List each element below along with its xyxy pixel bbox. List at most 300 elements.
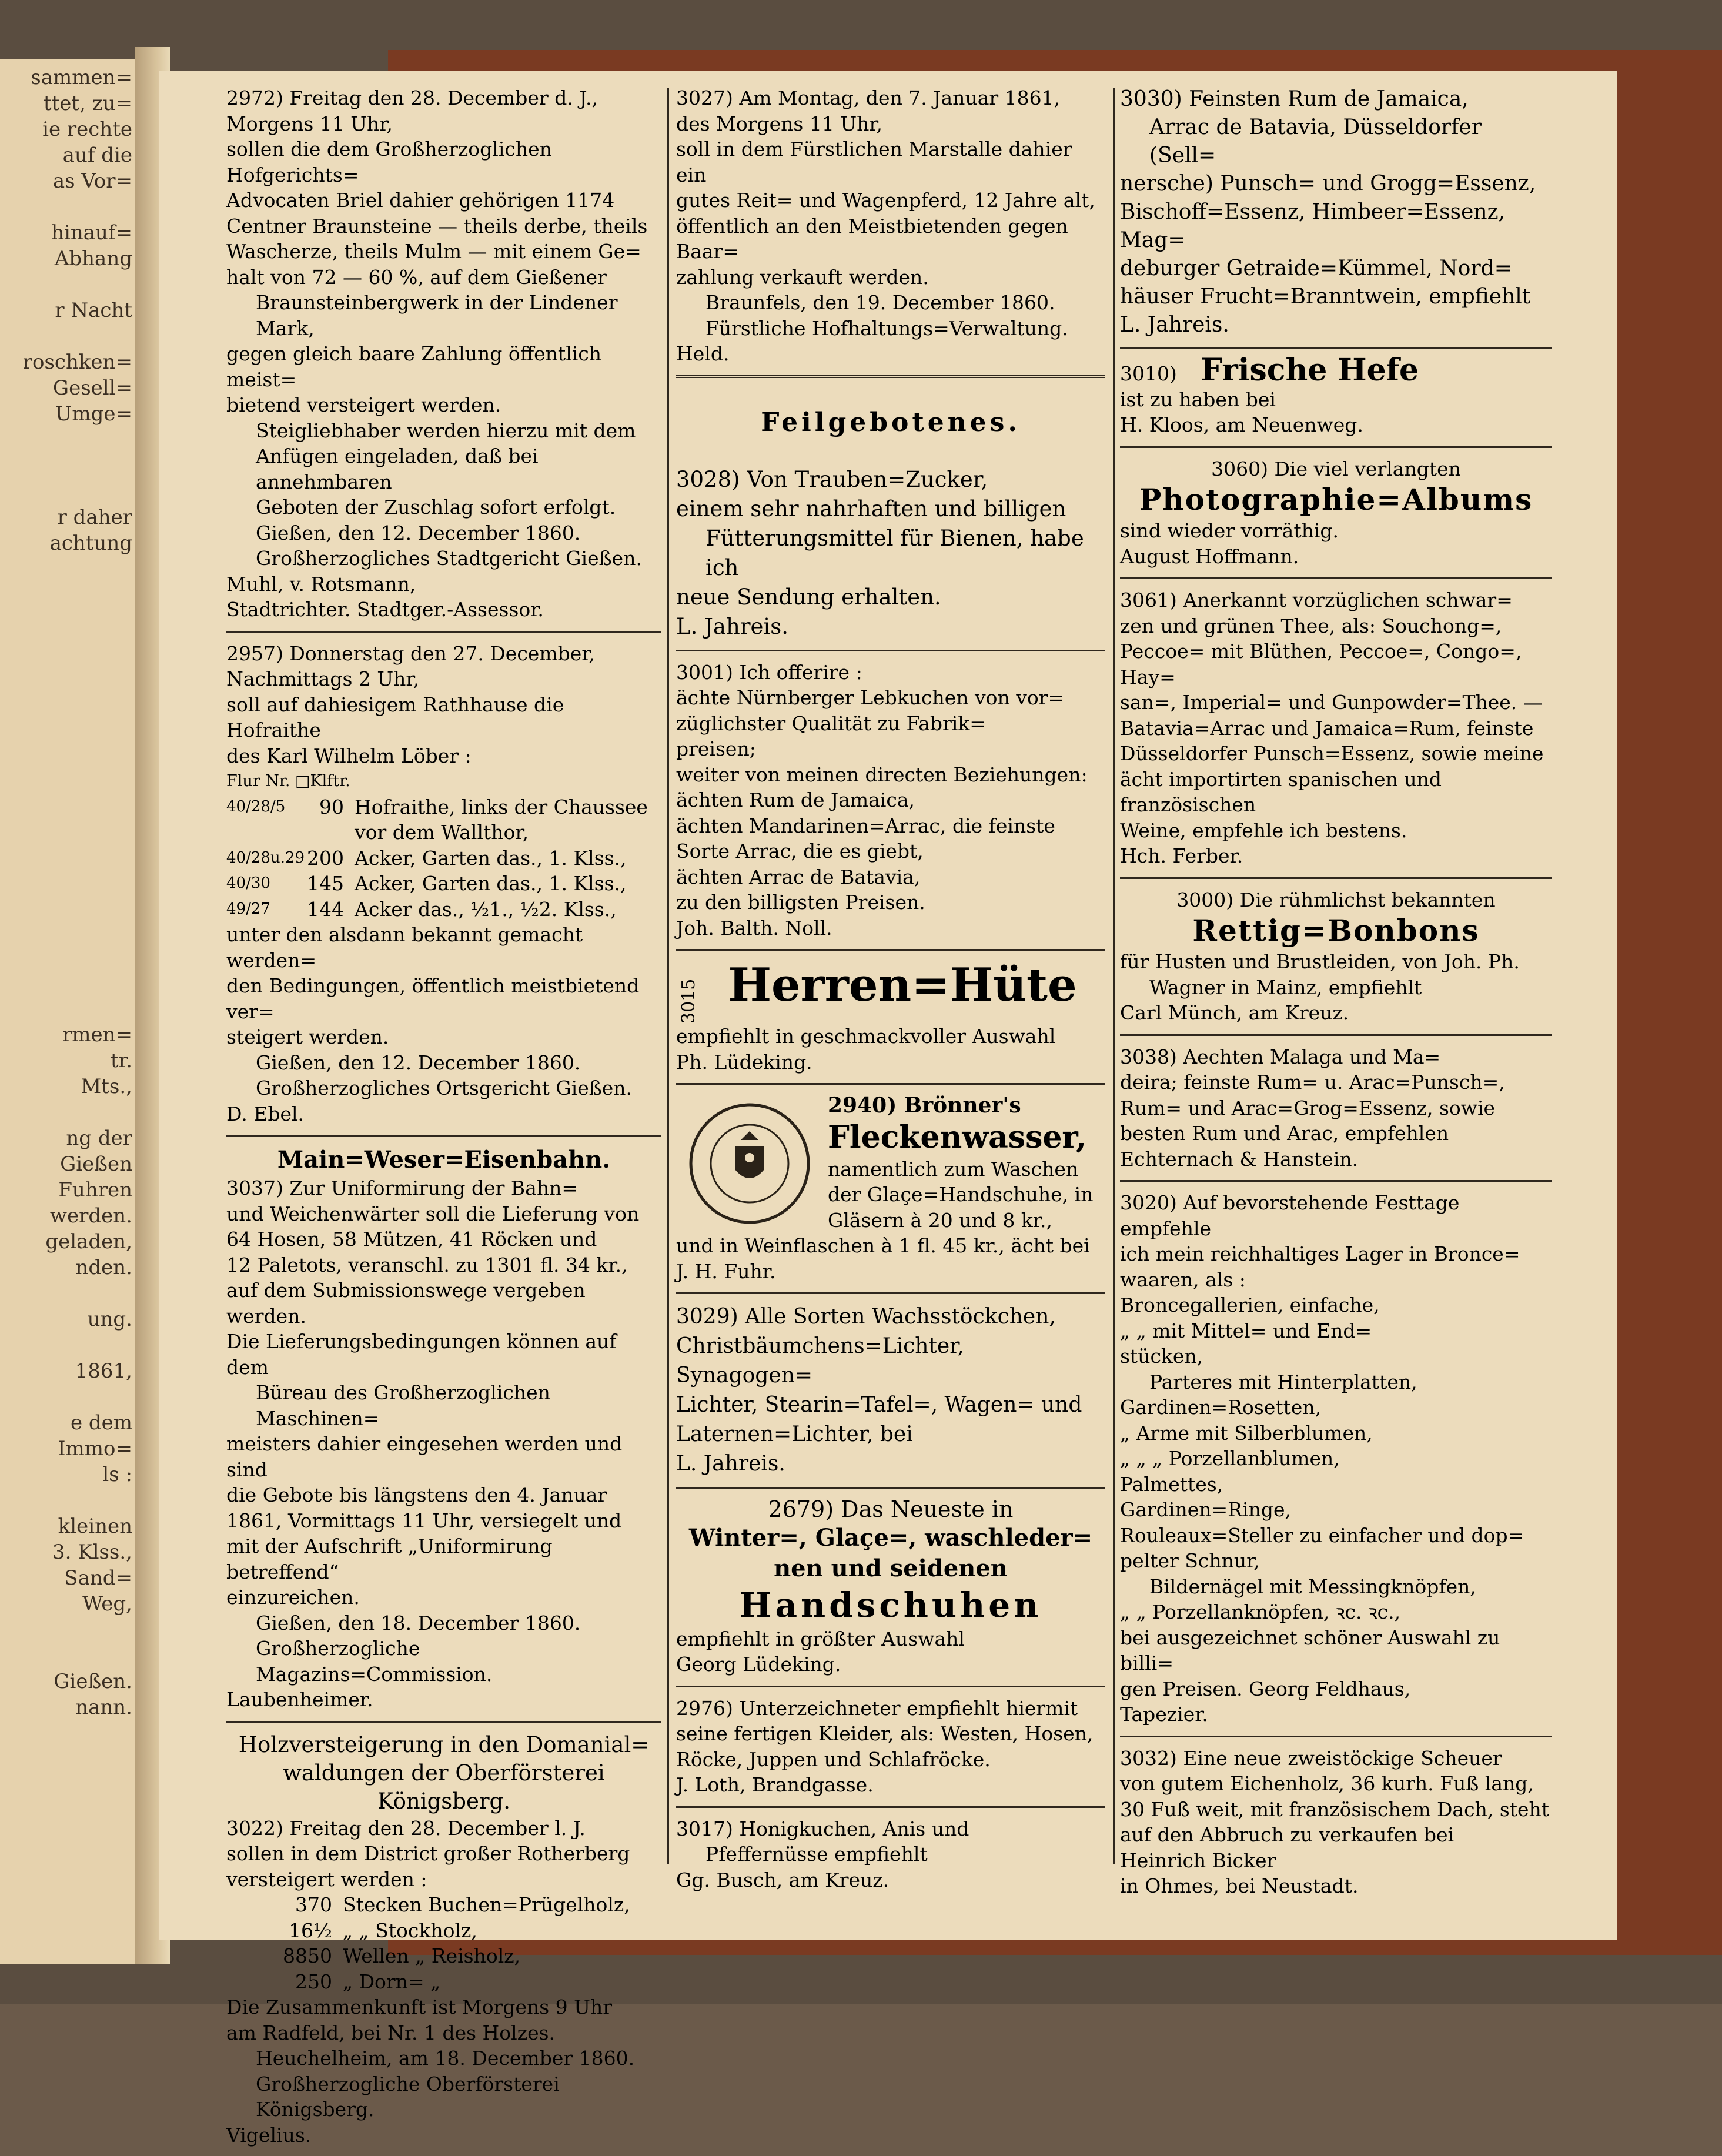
text-line: Carl Münch, am Kreuz. xyxy=(1120,1001,1349,1024)
prev-page-line xyxy=(0,323,132,349)
text-line: Muhl, v. Rotsmann, xyxy=(226,572,416,596)
text-line: „ „ „ Porzellanblumen, xyxy=(1120,1447,1340,1470)
text-line: Laternen=Lichter, bei xyxy=(676,1422,913,1446)
prev-page-line xyxy=(0,944,132,970)
prev-page-line: 3. Klss., xyxy=(52,1540,132,1564)
text-line: 3032) Eine neue zweistöckige Scheuer xyxy=(1120,1746,1502,1770)
text-line: Stadtrichter. Stadtger.-Assessor. xyxy=(226,598,544,621)
separator xyxy=(676,1083,1105,1085)
text-line: Joh. Balth. Noll. xyxy=(676,916,832,940)
text-line: weiter von meinen directen Beziehungen: xyxy=(676,763,1088,786)
ad-3029 xyxy=(676,1302,1105,1479)
column-3 xyxy=(1120,85,1552,1907)
column-1 xyxy=(226,85,661,2156)
lot-parcel: 40/28/5 xyxy=(226,797,286,815)
text-line: Peccoe= mit Blüthen, Peccoe=, Congo=, Hay= xyxy=(1120,640,1522,688)
prev-page-line: hinauf= xyxy=(51,221,132,245)
text-line: der Glaçe=Handschuhe, in xyxy=(828,1183,1094,1206)
ad-3020 xyxy=(1120,1190,1552,1727)
text-line: zen und grünen Thee, als: Souchong=, xyxy=(1120,614,1502,637)
lot-description: Acker, Garten das., 1. Klss., xyxy=(355,872,627,895)
lot-parcel: 40/30 xyxy=(226,874,270,892)
text-line: Weine, empfehle ich bestens. xyxy=(1120,818,1407,842)
prev-page-line xyxy=(0,1099,132,1125)
previous-page-text xyxy=(0,65,132,1720)
prev-page-line xyxy=(0,996,132,1022)
lot-parcel: 49/27 xyxy=(226,900,270,918)
text-line: Holzversteigerung in den Domanial= xyxy=(238,1732,650,1757)
separator xyxy=(226,1135,661,1137)
prev-page-line xyxy=(0,1332,132,1358)
text-line: August Hoffmann. xyxy=(1120,544,1299,568)
text-line: einem sehr nahrhaften und billigen xyxy=(676,496,1066,522)
text-line: versteigert werden : xyxy=(226,1867,427,1891)
ad-3010 xyxy=(1120,352,1552,438)
separator xyxy=(676,1487,1105,1489)
separator xyxy=(676,949,1105,951)
ad-2940-head: 2940) Brönner's xyxy=(828,1093,1021,1118)
text-line: die Gebote bis längstens den 4. Januar xyxy=(226,1483,607,1506)
text-line: 12 Paletots, veranschl. zu 1301 fl. 34 kr., xyxy=(226,1253,628,1276)
ad-3037-title: Main=Weser=Eisenbahn. xyxy=(277,1146,611,1174)
text-line: sollen in dem District großer Rotherberg xyxy=(226,1842,630,1865)
text-line: deira; feinste Rum= u. Arac=Punsch=, xyxy=(1120,1071,1505,1094)
prev-page-line xyxy=(0,841,132,867)
text-line: ist zu haben bei xyxy=(1120,387,1276,411)
text-line: Laubenheimer. xyxy=(226,1688,373,1711)
lot-number: 16½ xyxy=(289,1918,332,1942)
separator xyxy=(676,650,1105,651)
prev-page-line: nann. xyxy=(75,1696,132,1719)
separator xyxy=(1120,877,1552,879)
prev-page-line: Weg, xyxy=(82,1592,132,1616)
ad-3060 xyxy=(1120,456,1552,570)
text-line: Großherzogliches Ortsgericht Gießen. xyxy=(256,1077,633,1099)
lot-row xyxy=(226,1943,661,1969)
text-line: Bischoff=Essenz, Himbeer=Essenz, Mag= xyxy=(1120,200,1505,252)
ad-2972-text xyxy=(226,85,661,623)
text-line: öffentlich an den Meistbietenden gegen Baar= xyxy=(676,214,1068,263)
prev-page-line xyxy=(0,272,132,298)
text-line: Ph. Lüdeking. xyxy=(676,1050,812,1074)
text-line: Rum= und Arac=Grog=Essenz, sowie xyxy=(1120,1096,1496,1119)
prev-page-line xyxy=(0,608,132,634)
text-line: ächten Mandarinen=Arrac, die feinste xyxy=(676,814,1055,837)
prev-page-line xyxy=(0,1488,132,1513)
text-line: Gießen, den 12. December 1860. xyxy=(256,1051,581,1074)
text-line: stücken, xyxy=(1120,1345,1203,1368)
prev-page-line: ttet, zu= xyxy=(43,92,132,115)
prev-page-line: geladen, xyxy=(45,1230,132,1254)
wood-lots xyxy=(226,1892,661,1994)
ad-3030 xyxy=(1120,85,1552,339)
bronner-seal-emblem xyxy=(682,1099,817,1228)
text-line: Batavia=Arrac und Jamaica=Rum, feinste xyxy=(1120,716,1534,740)
text-line: 3028) Von Trauben=Zucker, xyxy=(676,466,988,492)
separator xyxy=(676,1292,1105,1294)
text-line: Broncegallerien, einfache, xyxy=(1120,1293,1380,1316)
lot-table xyxy=(226,794,661,922)
text-line: ächt importirten spanischen und französischen xyxy=(1120,767,1442,816)
text-line: des Morgens 11 Uhr, xyxy=(676,112,883,135)
text-line: auf den Abbruch zu verkaufen bei xyxy=(1120,1823,1454,1846)
lot-number: 145 xyxy=(307,872,344,895)
double-separator xyxy=(676,375,1105,380)
text-line: Düsseldorfer Punsch=Essenz, sowie meine xyxy=(1120,742,1544,765)
text-line: Die Lieferungsbedingungen können auf dem xyxy=(226,1330,617,1379)
text-line: Steigliebhaber werden hierzu mit dem xyxy=(256,419,636,442)
ad-3001-text xyxy=(676,660,1105,941)
ad-3010-number: 3010) xyxy=(1120,362,1177,385)
ad-3015-text xyxy=(676,1024,1105,1075)
text-line: 3022) Freitag den 28. December l. J. xyxy=(226,1816,586,1840)
text-line: Büreau des Großherzoglichen Maschinen= xyxy=(256,1381,550,1430)
lot-description: Acker, Garten das., 1. Klss., xyxy=(355,846,627,870)
lot-description: Wellen „ Reisholz, xyxy=(343,1944,521,1967)
text-line: sollen die dem Großherzoglichen Hofgerichts= xyxy=(226,138,552,186)
text-line: Fürstliche Hofhaltungs=Verwaltung. xyxy=(705,316,1068,340)
text-line: ächten Arrac de Batavia, xyxy=(676,865,921,888)
text-line: Heuchelheim, am 18. December 1860. xyxy=(256,2047,635,2070)
prev-page-line xyxy=(0,634,132,660)
text-line: steigert werden. xyxy=(226,1025,389,1048)
column-rule-2 xyxy=(1113,88,1115,1864)
prev-page-line: werden. xyxy=(49,1204,132,1228)
text-line: Die Zusammenkunft ist Morgens 9 Uhr xyxy=(226,1995,612,2018)
ad-3022 xyxy=(226,1731,661,2148)
ad-3061 xyxy=(1120,587,1552,869)
ad-3022-outro xyxy=(226,1994,661,2148)
prev-page-line xyxy=(0,479,132,504)
prev-page-line: as Vor= xyxy=(52,169,132,193)
text-line: Gg. Busch, am Kreuz. xyxy=(676,1868,890,1891)
text-line: Gießen, den 18. December 1860. xyxy=(256,1611,581,1634)
prev-page-line: r daher xyxy=(57,506,132,529)
ad-3010-text xyxy=(1120,387,1552,438)
ad-2940 xyxy=(676,1093,1105,1284)
separator xyxy=(226,1721,661,1723)
text-line: Wascherze, theils Mulm — mit einem Ge= xyxy=(226,240,641,263)
text-line: und Weichenwärter soll die Lieferung von xyxy=(226,1202,640,1225)
ad-3022-intro xyxy=(226,1816,661,1893)
text-line: waldungen der Oberförsterei xyxy=(283,1760,605,1786)
lot-row xyxy=(226,1918,661,1944)
lot-row xyxy=(226,897,661,922)
text-line: meisters dahier eingesehen werden und sind xyxy=(226,1432,623,1481)
text-line: 64 Hosen, 58 Mützen, 41 Röcken und xyxy=(226,1228,597,1251)
text-line: Großherzogliche Oberförsterei Königsberg. xyxy=(256,2072,560,2121)
prev-page-line xyxy=(0,711,132,737)
text-line: Palmettes, xyxy=(1120,1472,1223,1496)
lot-table-header: Flur Nr. □Klftr. xyxy=(226,772,350,790)
text-line: D. Ebel. xyxy=(226,1102,305,1125)
prev-page-line: sammen= xyxy=(31,66,132,89)
text-line: 2972) Freitag den 28. December d. J., xyxy=(226,86,598,109)
prev-page-line: Gießen. xyxy=(54,1670,132,1693)
prev-page-line: ie rechte xyxy=(42,118,132,141)
text-line: soll auf dahiesigem Rathhause die Hofraithe xyxy=(226,693,564,741)
prev-page-line: 1861, xyxy=(75,1359,132,1383)
prev-page-line: Gießen xyxy=(60,1152,132,1176)
separator xyxy=(1120,1034,1552,1036)
prev-page-line: Mts., xyxy=(81,1075,132,1098)
lot-number: 144 xyxy=(307,897,344,921)
text-line: 3017) Honigkuchen, Anis und xyxy=(676,1817,969,1840)
prev-page-line xyxy=(0,427,132,453)
text-line: mit der Aufschrift „Uniformirung betreffend“ xyxy=(226,1535,553,1583)
section-title: Feilgebotenes. xyxy=(761,407,1021,437)
text-line: bietend versteigert werden. xyxy=(226,393,501,416)
text-line: Gläsern à 20 und 8 kr., xyxy=(828,1208,1052,1232)
prev-page-line: Immo= xyxy=(58,1437,132,1460)
separator xyxy=(1120,577,1552,579)
prev-page-line xyxy=(0,582,132,608)
separator xyxy=(676,1806,1105,1808)
ad-3015-title: Herren=Hüte xyxy=(728,958,1077,1012)
prev-page-line xyxy=(0,1384,132,1410)
lot-description: Hofraithe, links der Chaussee vor dem Wallthor, xyxy=(355,795,648,844)
prev-page-line xyxy=(0,763,132,789)
prev-page-line: Sand= xyxy=(64,1566,132,1590)
text-line: Vigelius. xyxy=(226,2123,312,2147)
lot-row xyxy=(226,871,661,897)
lot-number: 200 xyxy=(307,846,344,870)
text-line: Nachmittags 2 Uhr, xyxy=(226,667,420,690)
text-line: auf dem Submissionswege vergeben werden. xyxy=(226,1279,586,1328)
text-line: Gießen, den 12. December 1860. xyxy=(256,521,581,544)
text-line: Braunsteinbergwerk in der Lindener Mark, xyxy=(256,291,618,340)
ad-3028 xyxy=(676,465,1105,641)
text-line: züglichster Qualität zu Fabrik= xyxy=(676,711,986,735)
prev-page-line: ung. xyxy=(87,1308,132,1331)
ad-3028-text xyxy=(676,465,1105,641)
text-line: Großherzogliche Magazins=Commission. xyxy=(256,1637,493,1686)
ad-3027 xyxy=(676,85,1105,367)
ad-2679-big: Handschuhen xyxy=(739,1585,1042,1625)
prev-page-line xyxy=(0,789,132,815)
lot-description: Acker das., ½1., ½2. Klss., xyxy=(355,897,617,921)
text-line: unter den alsdann bekannt gemacht werden= xyxy=(226,923,583,972)
prev-page-line xyxy=(0,867,132,893)
text-line: häuser Frucht=Branntwein, empfiehlt xyxy=(1120,285,1531,309)
text-line: Königsberg. xyxy=(377,1788,510,1814)
lot-number: 8850 xyxy=(283,1944,332,1967)
ad-2972 xyxy=(226,85,661,623)
prev-page-line: r Nacht xyxy=(55,299,132,322)
prev-page-line xyxy=(0,893,132,918)
text-line: Lichter, Stearin=Tafel=, Wagen= und xyxy=(676,1393,1082,1417)
text-line: 1861, Vormittags 11 Uhr, versiegelt und xyxy=(226,1509,622,1532)
ad-2679-title xyxy=(676,1523,1105,1584)
text-line: ich mein reichhaltiges Lager in Bronce= xyxy=(1120,1242,1520,1265)
text-line: einzureichen. xyxy=(226,1586,360,1609)
ad-3032-text xyxy=(1120,1746,1552,1899)
ad-3060-title: Photographie=Albums xyxy=(1139,482,1533,517)
prev-page-line xyxy=(0,815,132,841)
prev-page-line: ls : xyxy=(102,1463,132,1486)
text-line: Wagner in Mainz, empfiehlt xyxy=(1149,975,1422,999)
ad-2957-outro xyxy=(226,922,661,1127)
text-line: Parteres mit Hinterplatten, xyxy=(1149,1370,1417,1393)
separator xyxy=(1120,1180,1552,1182)
lot-row xyxy=(226,794,661,845)
separator xyxy=(676,1686,1105,1687)
ad-2940-title: Fleckenwasser, xyxy=(828,1119,1087,1155)
prev-page-line: nden. xyxy=(75,1256,132,1279)
prev-page-line xyxy=(0,1617,132,1643)
text-line: gen Preisen. Georg Feldhaus, xyxy=(1120,1677,1411,1700)
text-line: Großherzogliches Stadtgericht Gießen. xyxy=(256,547,642,570)
text-line: empfiehlt in größter Auswahl xyxy=(676,1627,965,1650)
text-line: ächte Nürnberger Lebkuchen von vor= xyxy=(676,686,1065,709)
prev-page-line xyxy=(0,737,132,763)
text-line: Tapezier. xyxy=(1120,1703,1208,1726)
column-2 xyxy=(676,85,1105,1901)
text-line: Sorte Arrac, die es giebt, xyxy=(676,840,924,863)
text-line: 3020) Auf bevorstehende Festtage empfehle xyxy=(1120,1191,1460,1240)
ad-3060-text xyxy=(1120,518,1552,569)
text-line: Arrac de Batavia, Düsseldorfer (Sell= xyxy=(1149,115,1482,168)
prev-page-line: Umge= xyxy=(55,402,132,426)
text-line: zahlung verkauft werden. xyxy=(676,265,929,289)
prev-page-line: ng der xyxy=(66,1127,132,1150)
lot-description: Stecken Buchen=Prügelholz, xyxy=(343,1893,630,1916)
text-line: Braunfels, den 19. December 1860. xyxy=(705,291,1055,314)
separator xyxy=(226,631,661,633)
text-line: und in Weinflaschen à 1 fl. 45 kr., ächt bei xyxy=(676,1234,1090,1257)
ad-3017-text xyxy=(676,1816,1105,1893)
ad-2679-text xyxy=(676,1626,1105,1677)
ad-2957-intro xyxy=(226,641,661,769)
ad-2976-text xyxy=(676,1696,1105,1798)
ad-3000-title: Rettig=Bonbons xyxy=(1192,913,1480,948)
text-line: neue Sendung erhalten. xyxy=(676,584,941,610)
prev-page-line: Fuhren xyxy=(58,1178,132,1202)
text-line: Geboten der Zuschlag sofort erfolgt. xyxy=(256,496,616,519)
text-line: nersche) Punsch= und Grogg=Essenz, xyxy=(1120,172,1536,196)
text-line: Centner Braunsteine — theils derbe, theils xyxy=(226,214,648,238)
text-line: Rouleaux=Steller zu einfacher und dop= xyxy=(1120,1523,1524,1547)
text-line: L. Jahreis. xyxy=(1120,313,1229,337)
lot-row xyxy=(226,1969,661,1995)
text-line: bei ausgezeichnet schöner Auswahl zu billi= xyxy=(1120,1626,1500,1674)
text-line: Fütterungsmittel für Bienen, habe ich xyxy=(705,525,1084,580)
prev-page-line: rmen= xyxy=(62,1023,132,1047)
text-line: Anfügen eingeladen, daß bei annehmbaren xyxy=(256,444,539,493)
text-line: Advocaten Briel dahier gehörigen 1174 xyxy=(226,189,615,212)
text-line: „ „ mit Mittel= und End= xyxy=(1120,1319,1372,1342)
ad-3061-text xyxy=(1120,587,1552,869)
text-line: Röcke, Juppen und Schlafröcke. xyxy=(676,1747,991,1771)
text-line: 2957) Donnerstag den 27. December, xyxy=(226,641,595,665)
text-line: L. Jahreis. xyxy=(676,1452,785,1476)
text-line: deburger Getraide=Kümmel, Nord= xyxy=(1120,256,1512,280)
prev-page-line: roschken= xyxy=(22,350,132,374)
ad-3015-number: 3015 xyxy=(678,978,699,1024)
ad-2957 xyxy=(226,641,661,1127)
text-line: Gardinen=Ringe, xyxy=(1120,1498,1291,1521)
lot-parcel: 40/28u.29 xyxy=(226,848,305,867)
text-line: Christbäumchens=Lichter, Synagogen= xyxy=(676,1334,964,1388)
ad-3000-text xyxy=(1120,949,1552,1026)
lot-number: 90 xyxy=(319,795,344,818)
prev-page-line: kleinen xyxy=(58,1515,132,1538)
prev-page-line xyxy=(0,453,132,479)
text-line: pelter Schnur, xyxy=(1120,1549,1260,1572)
separator xyxy=(1120,446,1552,448)
prev-page-line: Abhang xyxy=(54,247,132,270)
ad-3037 xyxy=(226,1145,661,1713)
text-line: empfiehlt in geschmackvoller Auswahl xyxy=(676,1025,1056,1048)
prev-page-line: Gesell= xyxy=(52,376,132,400)
ad-3030-text xyxy=(1120,85,1552,339)
prev-page-line: auf die xyxy=(62,143,132,167)
text-line: Pfeffernüsse empfiehlt xyxy=(705,1843,928,1866)
ad-3037-text xyxy=(226,1175,661,1713)
text-line: 3027) Am Montag, den 7. Januar 1861, xyxy=(676,86,1061,109)
prev-page-line xyxy=(0,660,132,686)
text-line: „ Arme mit Silberblumen, xyxy=(1120,1421,1373,1445)
text-line: J. Loth, Brandgasse. xyxy=(676,1773,874,1796)
ad-3001 xyxy=(676,660,1105,941)
prev-page-line xyxy=(0,970,132,996)
text-line: in Ohmes, bei Neustadt. xyxy=(1120,1874,1359,1897)
text-line: Georg Lüdeking. xyxy=(676,1653,841,1676)
text-line: preisen; xyxy=(676,737,756,760)
ad-2976 xyxy=(676,1696,1105,1798)
prev-page-line: e dem xyxy=(70,1411,132,1435)
prev-page-line xyxy=(0,194,132,220)
ad-3000-head: 3000) Die rühmlichst bekannten xyxy=(1176,888,1496,911)
prev-page-line xyxy=(0,1643,132,1669)
ad-3038 xyxy=(1120,1044,1552,1172)
ad-3020-text xyxy=(1120,1190,1552,1727)
text-line: nen und seidenen xyxy=(774,1554,1008,1582)
ad-3027-text xyxy=(676,85,1105,367)
text-line: Winter=, Glaçe=, waschleder= xyxy=(688,1523,1093,1552)
text-line: 3037) Zur Uniformirung der Bahn= xyxy=(226,1176,579,1199)
text-line: Held. xyxy=(676,342,730,365)
lot-row xyxy=(226,845,661,871)
prev-page-line xyxy=(0,918,132,944)
prev-page-line xyxy=(0,686,132,711)
ad-3029-text xyxy=(676,1302,1105,1479)
text-line: waaren, als : xyxy=(1120,1268,1246,1291)
ad-3000 xyxy=(1120,887,1552,1026)
text-line: Heinrich Bicker xyxy=(1120,1849,1276,1872)
text-line: sind wieder vorräthig. xyxy=(1120,519,1339,542)
text-line: gegen gleich baare Zahlung öffentlich meist= xyxy=(226,342,602,391)
lot-description: „ Dorn= „ xyxy=(343,1970,441,1993)
ad-3017 xyxy=(676,1816,1105,1893)
ad-3032 xyxy=(1120,1746,1552,1899)
lot-number: 250 xyxy=(295,1970,332,1993)
text-line: am Radfeld, bei Nr. 1 des Holzes. xyxy=(226,2021,556,2044)
text-line: L. Jahreis. xyxy=(676,613,788,639)
text-line: Morgens 11 Uhr, xyxy=(226,112,393,135)
text-line: Hch. Ferber. xyxy=(1120,844,1243,867)
text-line: 3001) Ich offerire : xyxy=(676,660,862,684)
ad-3015 xyxy=(676,959,1105,1075)
text-line: 3061) Anerkannt vorzüglichen schwar= xyxy=(1120,589,1513,611)
separator xyxy=(1120,1736,1552,1737)
text-line: den Bedingungen, öffentlich meistbietend ver= xyxy=(226,974,640,1023)
text-line: des Karl Wilhelm Löber : xyxy=(226,744,472,767)
prev-page-line xyxy=(0,556,132,582)
text-line: 30 Fuß weit, mit französischem Dach, steht xyxy=(1120,1797,1550,1821)
text-line: ächten Rum de Jamaica, xyxy=(676,788,915,811)
ad-3060-head: 3060) Die viel verlangten xyxy=(1211,457,1461,480)
